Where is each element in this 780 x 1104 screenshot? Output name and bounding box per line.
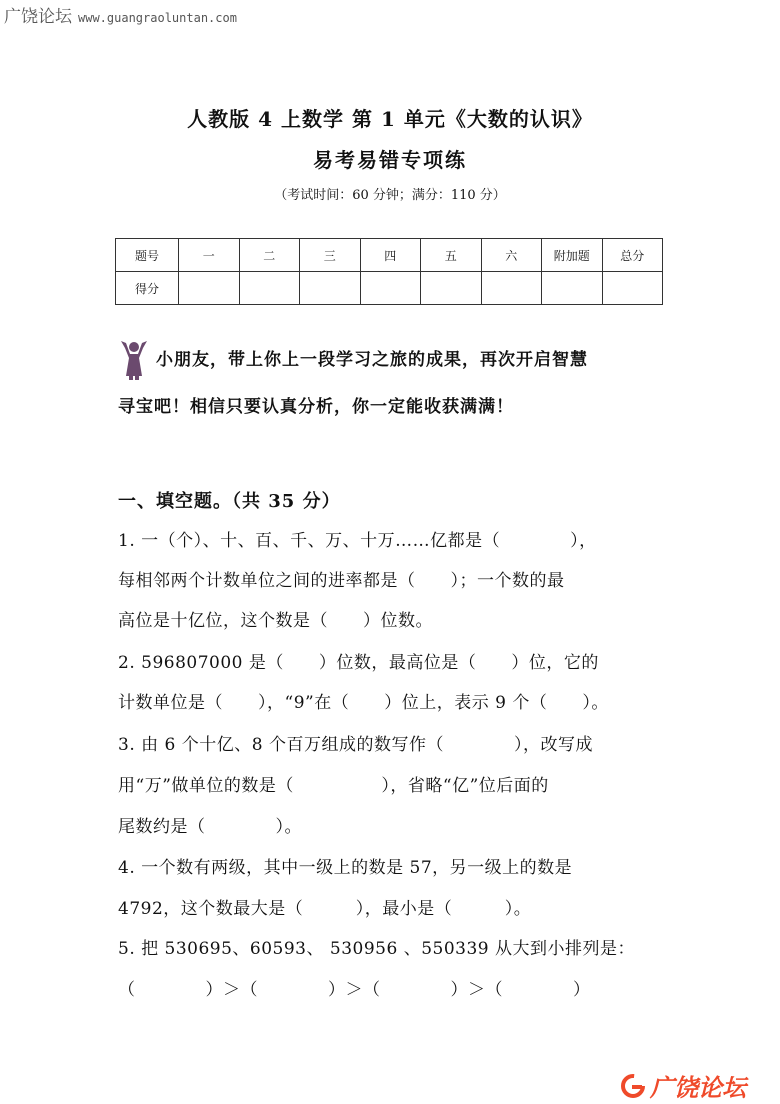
score-cell[interactable] <box>360 272 421 305</box>
intro-line <box>118 345 678 375</box>
watermark-brand-bottom: 广饶论坛 <box>650 1074 746 1102</box>
score-header-cell: 总分 <box>602 239 663 272</box>
top-watermark <box>4 2 237 27</box>
question-line: 用“万”做单位的数是（ ），省略“亿”位后面的 <box>118 776 549 796</box>
intro-text <box>118 345 678 422</box>
score-cell[interactable] <box>421 272 482 305</box>
question-line: 计数单位是（ ），“9”在（ ）位上，表示 9 个（ ）。 <box>118 693 609 713</box>
score-row-label: 得分 <box>116 272 179 305</box>
score-header-cell: 附加题 <box>542 239 603 272</box>
watermark-brand: 广饶论坛 <box>4 7 72 27</box>
score-cell[interactable] <box>300 272 361 305</box>
question-line: 2. 596807000 是（ ）位数，最高位是（ ）位，它的 <box>118 653 599 673</box>
question-line: 4. 一个数有两级，其中一级上的数是 57，另一级上的数是 <box>118 858 573 878</box>
score-table-score-row <box>116 272 663 305</box>
question-line: 1. 一（个）、十、百、千、万、十万……亿都是（ ）， <box>118 531 597 551</box>
score-header-cell: 三 <box>300 239 361 272</box>
score-cell[interactable] <box>602 272 663 305</box>
score-header-cell: 五 <box>421 239 482 272</box>
score-header-cell: 题号 <box>116 239 179 272</box>
score-header-cell: 二 <box>239 239 300 272</box>
question-line: （ ）＞（ ）＞（ ）＞（ ） <box>118 980 591 1000</box>
intro-line-2: 寻宝吧！相信只要认真分析，你一定能收获满满！ <box>118 397 514 417</box>
bottom-watermark <box>620 1068 746 1103</box>
question-line: 4792，这个数最大是（ ），最小是（ ）。 <box>118 899 532 919</box>
page-title: 人教版 4 上数学 第 1 单元《大数的认识》 <box>187 107 593 131</box>
girl-cheering-icon <box>118 340 150 380</box>
section-title: 一、填空题。（共 35 分） <box>118 491 341 512</box>
intro-line-1: 小朋友，带上你上一段学习之旅的成果，再次开启智慧 <box>156 350 588 370</box>
exam-info: （考试时间：60 分钟；满分：110 分） <box>274 188 506 203</box>
question-line: 高位是十亿位，这个数是（ ）位数。 <box>118 611 433 631</box>
score-table <box>115 238 663 305</box>
question-line: 尾数约是（ ）。 <box>118 817 302 837</box>
question-line: 3. 由 6 个十亿、8 个百万组成的数写作（ ），改写成 <box>118 735 593 755</box>
score-cell[interactable] <box>481 272 542 305</box>
question-line: 每相邻两个计数单位之间的进率都是（ ）；一个数的最 <box>118 571 565 591</box>
watermark-url: www.guangraoluntan.com <box>78 11 237 25</box>
score-cell[interactable] <box>542 272 603 305</box>
score-table-header-row <box>116 239 663 272</box>
question-line: 5. 把 530695、60593、 530956 、550339 从大到小排列是： <box>118 939 636 959</box>
page-subtitle: 易考易错专项练 <box>313 148 467 172</box>
score-header-cell: 六 <box>481 239 542 272</box>
forum-logo-icon <box>620 1073 646 1099</box>
score-header-cell: 四 <box>360 239 421 272</box>
score-cell[interactable] <box>179 272 240 305</box>
score-header-cell: 一 <box>179 239 240 272</box>
score-cell[interactable] <box>239 272 300 305</box>
